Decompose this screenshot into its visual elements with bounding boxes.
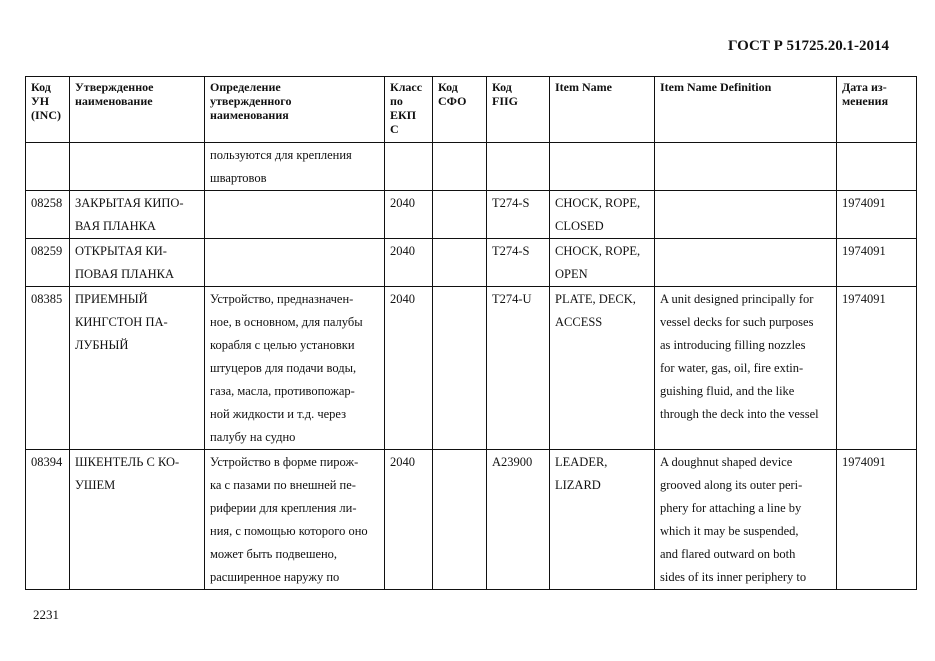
col-header-class: Класс по ЕКП С xyxy=(385,77,433,143)
cell-item-name xyxy=(550,143,655,191)
cell-fiig: T274-U xyxy=(487,287,550,450)
cell-date: 1974091 xyxy=(837,287,917,450)
cell-class xyxy=(385,143,433,191)
cell-fiig xyxy=(487,143,550,191)
cell-item-name: PLATE, DECK, ACCESS xyxy=(550,287,655,450)
cell-name: ОТКРЫТАЯ КИ- ПОВАЯ ПЛАНКА xyxy=(70,239,205,287)
cell-inc xyxy=(26,143,70,191)
table-row xyxy=(26,450,917,590)
cell-inc: 08385 xyxy=(26,287,70,450)
col-header-date: Дата из- менения xyxy=(837,77,917,143)
cell-item-name: LEADER, LIZARD xyxy=(550,450,655,590)
document-standard-number: ГОСТ Р 51725.20.1-2014 xyxy=(727,38,889,54)
cell-definition: Устройство в форме пирож- ка с пазами по внешней пе- риферии для крепления ли- ния, с помощью которого оно может быть подвешено, расширенное наружу по xyxy=(205,450,385,590)
col-header-item-name: Item Name xyxy=(550,77,655,143)
cell-item-name: CHOCK, ROPE, OPEN xyxy=(550,239,655,287)
cell-inc: 08394 xyxy=(26,450,70,590)
cell-name xyxy=(70,143,205,191)
cell-item-definition: A unit designed principally for vessel decks for such purposes as introducing filling nozzles for water, gas, oil, fire extin- guishing fluid, and the like through the deck into the vessel xyxy=(655,287,837,450)
cell-class: 2040 xyxy=(385,287,433,450)
col-header-fiig: Код FIIG xyxy=(487,77,550,143)
table-row xyxy=(26,191,917,239)
cell-definition xyxy=(205,239,385,287)
cell-definition: Устройство, предназначен- ное, в основном, для палубы корабля с целью установки штуцеров для подачи воды, газа, масла, противопожар- ной жидкости и т.д. через палубу на судно xyxy=(205,287,385,450)
cell-sfo xyxy=(433,239,487,287)
table-header-row xyxy=(26,77,917,143)
cell-sfo xyxy=(433,287,487,450)
table-row xyxy=(26,287,917,450)
cell-date: 1974091 xyxy=(837,239,917,287)
col-header-definition: Определение утвержденного наименования xyxy=(205,77,385,143)
page-number: 2231 xyxy=(33,607,59,622)
cell-definition xyxy=(205,191,385,239)
table-row xyxy=(26,143,917,191)
col-header-inc: Код УН (INC) xyxy=(26,77,70,143)
cell-date: 1974091 xyxy=(837,450,917,590)
cell-definition: пользуются для крепления швартовов xyxy=(205,143,385,191)
cell-name: ЗАКРЫТАЯ КИПО- ВАЯ ПЛАНКА xyxy=(70,191,205,239)
cell-class: 2040 xyxy=(385,450,433,590)
cell-fiig: T274-S xyxy=(487,191,550,239)
classification-table xyxy=(25,76,917,590)
cell-item-definition xyxy=(655,143,837,191)
col-header-sfo: Код СФО xyxy=(433,77,487,143)
cell-date: 1974091 xyxy=(837,191,917,239)
cell-inc: 08258 xyxy=(26,191,70,239)
cell-class: 2040 xyxy=(385,191,433,239)
cell-class: 2040 xyxy=(385,239,433,287)
cell-date xyxy=(837,143,917,191)
col-header-name: Утвержденное наименование xyxy=(70,77,205,143)
cell-item-definition xyxy=(655,191,837,239)
cell-fiig: A23900 xyxy=(487,450,550,590)
cell-name: ПРИЕМНЫЙ КИНГСТОН ПА- ЛУБНЫЙ xyxy=(70,287,205,450)
cell-sfo xyxy=(433,450,487,590)
cell-item-definition: A doughnut shaped device grooved along its outer peri- phery for attaching a line by which it may be suspended, and flared outward on both sides of its inner periphery to xyxy=(655,450,837,590)
cell-item-definition xyxy=(655,239,837,287)
cell-sfo xyxy=(433,191,487,239)
cell-fiig: T274-S xyxy=(487,239,550,287)
cell-name: ШКЕНТЕЛЬ С КО- УШЕМ xyxy=(70,450,205,590)
table-row xyxy=(26,239,917,287)
cell-inc: 08259 xyxy=(26,239,70,287)
cell-sfo xyxy=(433,143,487,191)
col-header-item-definition: Item Name Definition xyxy=(655,77,837,143)
cell-item-name: CHOCK, ROPE, CLOSED xyxy=(550,191,655,239)
